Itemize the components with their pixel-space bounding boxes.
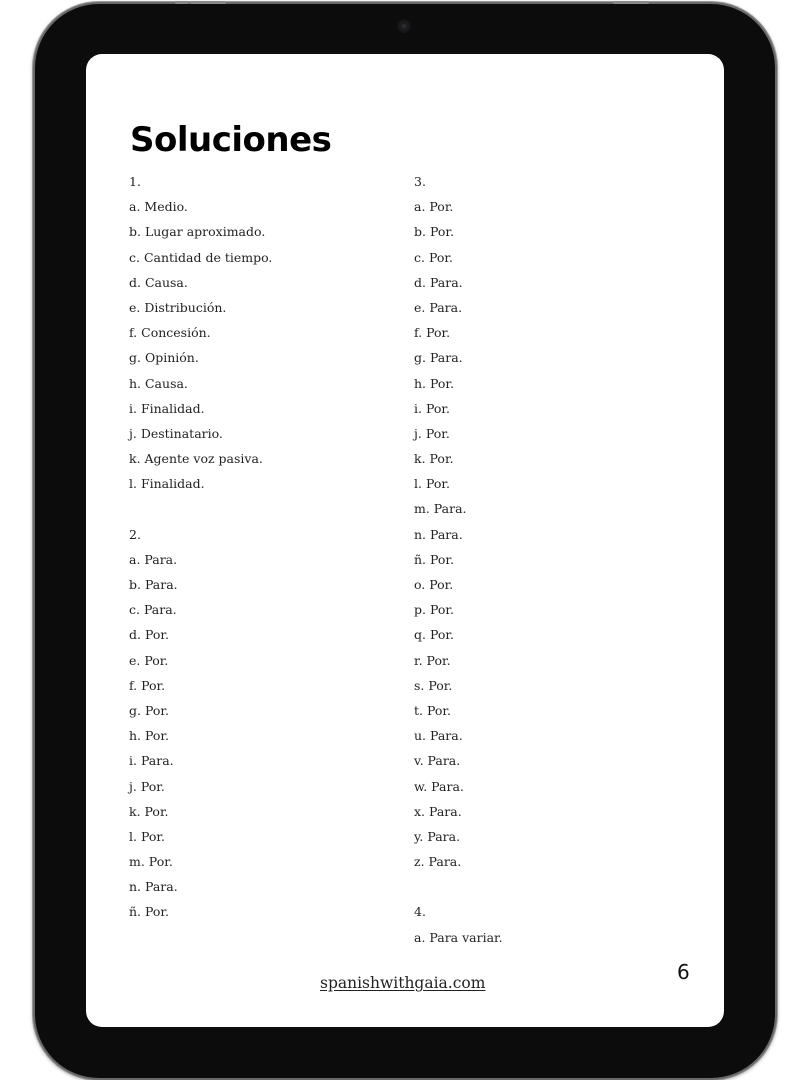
list-item: s. Por. <box>414 677 453 693</box>
list-item: o. Por. <box>414 577 454 592</box>
list-item: e. Por. <box>129 652 169 668</box>
section-heading-2: 2. <box>129 526 141 542</box>
list-item: k. Por. <box>129 803 169 819</box>
device-button <box>175 1 189 4</box>
list-item: b. Por. <box>414 224 454 240</box>
front-camera-icon <box>399 21 409 31</box>
list-item: l. Por. <box>129 828 165 844</box>
section-heading-1: 1. <box>129 174 141 189</box>
list-item: k. Agente voz pasiva. <box>129 451 263 467</box>
list-item: e. Distribución. <box>129 299 227 315</box>
list-item: g. Por. <box>129 702 169 718</box>
list-item: ñ. Por. <box>414 551 455 567</box>
list-item: b. Lugar aproximado. <box>129 224 266 240</box>
list-item: a. Para. <box>129 551 178 567</box>
list-item: m. Para. <box>414 501 467 517</box>
document-page <box>86 54 724 1027</box>
list-item: d. Por. <box>129 627 169 643</box>
list-item: i. Para. <box>129 753 174 769</box>
list-item: a. Por. <box>414 199 454 215</box>
page-number: 6 <box>677 960 690 984</box>
list-item: i. Por. <box>414 400 450 416</box>
list-item: w. Para. <box>414 778 464 794</box>
list-item: v. Para. <box>414 753 461 769</box>
list-item: d. Causa. <box>129 274 188 290</box>
list-item: u. Para. <box>414 728 463 744</box>
list-item: p. Por. <box>414 602 454 618</box>
list-item: c. Para. <box>129 602 177 618</box>
list-item: j. Por. <box>129 778 165 794</box>
list-item: b. Para. <box>129 577 178 592</box>
list-item: f. Concesión. <box>129 325 211 341</box>
list-item: q. Por. <box>414 627 454 643</box>
list-item: x. Para. <box>414 803 462 819</box>
list-item: j. Por. <box>414 425 450 441</box>
list-item: h. Por. <box>414 375 455 391</box>
list-item: e. Para. <box>414 299 463 315</box>
spacer <box>414 874 503 899</box>
list-item: r. Por. <box>414 652 451 668</box>
list-item: z. Para. <box>414 854 462 870</box>
list-item: y. Para. <box>414 828 461 844</box>
list-item: n. Para. <box>129 879 178 895</box>
list-item: m. Por. <box>129 854 173 870</box>
tablet-device-frame <box>35 4 775 1078</box>
list-item: h. Causa. <box>129 375 188 391</box>
page-title: Soluciones <box>130 120 332 160</box>
left-column <box>129 169 272 925</box>
list-item: f. Por. <box>129 677 166 693</box>
device-button <box>190 1 226 4</box>
list-item: n. Para. <box>414 526 463 542</box>
list-item: a. Para variar. <box>414 929 503 945</box>
list-item: l. Por. <box>414 476 450 492</box>
list-item: j. Destinatario. <box>129 425 223 441</box>
list-item: l. Finalidad. <box>129 476 205 492</box>
list-item: i. Finalidad. <box>129 400 205 416</box>
list-item: g. Para. <box>414 350 463 366</box>
list-item: h. Por. <box>129 728 170 744</box>
list-item: f. Por. <box>414 325 451 341</box>
list-item: a. Medio. <box>129 199 188 215</box>
list-item: t. Por. <box>414 702 451 718</box>
list-item: k. Por. <box>414 451 454 467</box>
website-link[interactable]: spanishwithgaia.com <box>320 974 486 992</box>
device-button <box>613 1 649 4</box>
list-item: c. Cantidad de tiempo. <box>129 249 273 265</box>
list-item: c. Por. <box>414 249 453 265</box>
section-heading-4: 4. <box>414 904 426 920</box>
list-item: d. Para. <box>414 274 463 290</box>
spacer <box>129 496 272 521</box>
right-column <box>414 169 503 950</box>
section-heading-3: 3. <box>414 174 426 189</box>
list-item: ñ. Por. <box>129 904 170 920</box>
list-item: g. Opinión. <box>129 350 199 366</box>
